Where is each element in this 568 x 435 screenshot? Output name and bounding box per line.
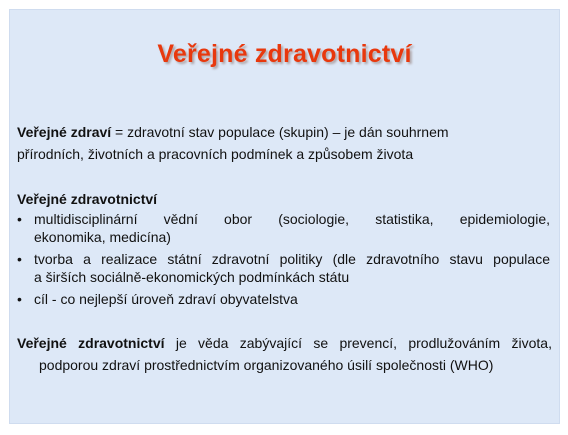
bullet-icon: • — [17, 251, 22, 267]
bullet-item — [17, 250, 550, 286]
definition-paragraph — [17, 121, 552, 165]
bullet-icon: • — [17, 291, 22, 307]
definition-term: Veřejné zdraví — [17, 124, 112, 140]
definition-text: = zdravotní stav populace (skupin) – je dán souhrnem — [111, 124, 449, 140]
slide-title: Veřejné zdravotnictví — [157, 40, 412, 68]
bullet-line-1: multidisciplinární vědní obor (sociologie, statistika, epidemiologie, — [34, 211, 550, 227]
closing-line-1 — [17, 332, 552, 354]
bullet-line-2: a širších sociálně-ekonomických podmínkách státu — [34, 269, 350, 285]
closing-line-2: podporou zdraví prostřednictvím organizovaného úsilí společnosti (WHO) — [39, 357, 494, 373]
bullet-line-1: cíl - co nejlepší úroveň zdraví obyvatelstva — [34, 291, 298, 307]
bullet-line-1: tvorba a realizace státní zdravotní politiky (dle zdravotního stavu populace — [34, 251, 550, 267]
bullet-list — [17, 210, 550, 312]
section-heading: Veřejné zdravotnictví — [17, 191, 158, 207]
closing-paragraph — [17, 332, 552, 376]
bullet-item — [17, 210, 550, 246]
slide — [9, 9, 560, 424]
closing-term: Veřejné zdravotnictví — [17, 335, 165, 351]
bullet-item — [17, 290, 550, 308]
definition-line-1 — [17, 121, 552, 143]
bullet-line-2: ekonomika, medicína) — [34, 229, 171, 245]
bullet-icon: • — [17, 211, 22, 227]
definition-line-2: přírodních, životních a pracovních podmínek a způsobem života — [17, 146, 414, 162]
closing-text: je věda zabývající se prevencí, prodlužováním života, — [164, 335, 552, 351]
